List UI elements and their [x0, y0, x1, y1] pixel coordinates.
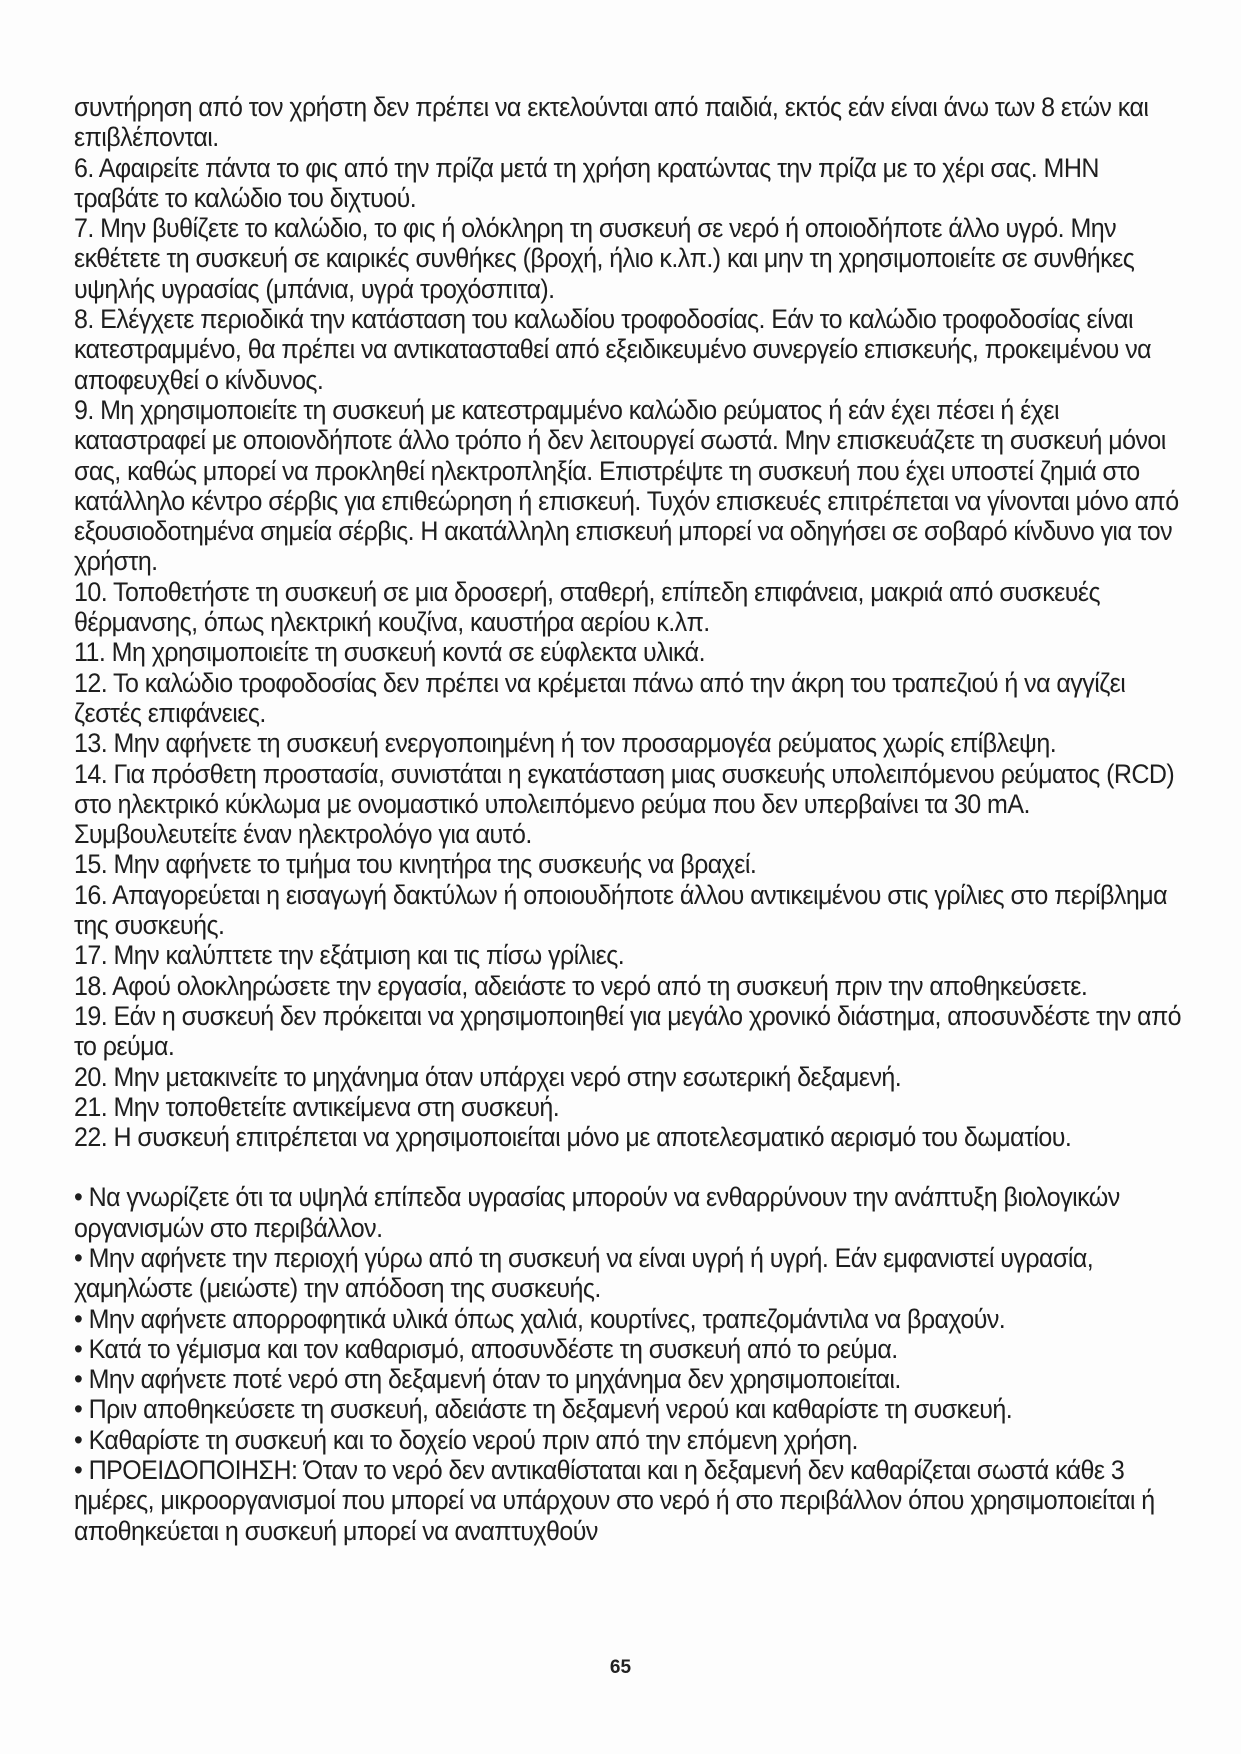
paragraph-item-21: 21. Μην τοποθετείτε αντικείμενα στη συσκευή.	[74, 1090, 560, 1122]
bullet-item: • Μην αφήνετε ποτέ νερό στη δεξαμενή όταν το μηχάνημα δεν χρησιμοποιείται.	[74, 1363, 901, 1395]
bullet-item: • Μην αφήνετε απορροφητικά υλικά όπως χαλιά, κουρτίνες, τραπεζομάντιλα να βραχούν.	[74, 1302, 1006, 1334]
paragraph-item-11: 11. Μη χρησιμοποιείτε τη συσκευή κοντά σε εύφλεκτα υλικά.	[74, 636, 705, 668]
paragraph-item-16: 16. Απαγορεύεται η εισαγωγή δακτύλων ή οποιουδήποτε άλλου αντικειμένου στις γρίλιες στο περίβλημα της συσκευής.	[74, 878, 1167, 941]
paragraph-continuation: συντήρηση από τον χρήστη δεν πρέπει να εκτελούνται από παιδιά, εκτός εάν είναι άνω των 8 ετών και επιβλέπονται.	[74, 91, 1149, 153]
page-number: 65	[609, 1657, 632, 1678]
paragraph-item-19: 19. Εάν η συσκευή δεν πρόκειται να χρησιμοποιηθεί για μεγάλο χρονικό διάστημα, αποσυνδέστε την από το ρεύμα.	[74, 999, 1182, 1062]
section-spacer	[74, 1152, 1186, 1182]
paragraph-item-14: 14. Για πρόσθετη προστασία, συνιστάται η εγκατάσταση μιας συσκευής υπολειπόμενου ρεύματος (RCD) στο ηλεκτρικό κύκλωμα με ονομαστικό υπολειπόμενο ρεύμα που δεν υπερβαίνει τα 30 mA. Συμβουλευτείτε έναν ηλεκτρολόγο για αυτό.	[74, 757, 1175, 850]
document-body	[74, 92, 1186, 1546]
paragraph-item-9: 9. Μη χρησιμοποιείτε τη συσκευή με κατεστραμμένο καλώδιο ρεύματος ή εάν έχει πέσει ή έχει καταστραφεί με οποιονδήποτε άλλο τρόπο ή δεν λειτουργεί σωστά. Μην επισκευάζετε τη συσκευή μόνοι σας, καθώς μπορεί να προκληθεί ηλεκτροπληξία. Επιστρέψτε τη συσκευή που έχει υποστεί ζημιά στο κατάλληλο κέντρο σέρβις για επιθεώρηση ή επισκευή. Τυχόν επισκευές επιτρέπεται να γίνονται μόνο από εξουσιοδοτημένα σημεία σέρβις. Η ακατάλληλη επισκευή μπορεί να οδηγήσει σε σοβαρό κίνδυνο για τον χρήστη.	[74, 393, 1179, 577]
paragraph-item-18: 18. Αφού ολοκληρώσετε την εργασία, αδειάστε το νερό από τη συσκευή πριν την αποθηκεύσετε.	[74, 969, 1088, 1001]
paragraph-item-8: 8. Ελέγχετε περιοδικά την κατάσταση του καλωδίου τροφοδοσίας. Εάν το καλώδιο τροφοδοσίας είναι κατεστραμμένο, θα πρέπει να αντικατασταθεί από εξειδικευμένο συνεργείο επισκευής, προκειμένου να αποφευχθεί ο κίνδυνος.	[74, 303, 1152, 395]
bullet-item: • Να γνωρίζετε ότι τα υψηλά επίπεδα υγρασίας μπορούν να ενθαρρύνουν την ανάπτυξη βιολογικών οργανισμών στο περιβάλλον.	[74, 1181, 1120, 1243]
paragraph-item-20: 20. Μην μετακινείτε το μηχάνημα όταν υπάρχει νερό στην εσωτερική δεξαμενή.	[74, 1060, 902, 1092]
paragraph-item-13: 13. Μην αφήνετε τη συσκευή ενεργοποιημένη ή τον προσαρμογέα ρεύματος χωρίς επίβλεψη.	[74, 727, 1057, 759]
paragraph-item-15: 15. Μην αφήνετε το τμήμα του κινητήρα της συσκευής να βραχεί.	[74, 848, 757, 880]
bullet-item: • Καθαρίστε τη συσκευή και το δοχείο νερού πριν από την επόμενη χρήση.	[74, 1423, 858, 1455]
paragraph-item-6: 6. Αφαιρείτε πάντα το φις από την πρίζα μετά τη χρήση κρατώντας την πρίζα με το χέρι σας. ΜΗΝ τραβάτε το καλώδιο του διχτυού.	[74, 151, 1099, 213]
paragraph-item-7: 7. Μην βυθίζετε το καλώδιο, το φις ή ολόκληρη τη συσκευή σε νερό ή οποιοδήποτε άλλο υγρό. Μην εκθέτετε τη συσκευή σε καιρικές συνθήκες (βροχή, ήλιο κ.λπ.) και μην τη χρησιμοποιείτε σε συνθήκες υψηλής υγρασίας (μπάνια, υγρά τροχόσπιτα).	[74, 212, 1135, 304]
bullet-item: • Πριν αποθηκεύσετε τη συσκευή, αδειάστε τη δεξαμενή νερού και καθαρίστε τη συσκευή.	[74, 1393, 1013, 1425]
paragraph-item-12: 12. Το καλώδιο τροφοδοσίας δεν πρέπει να κρέμεται πάνω από την άκρη του τραπεζιού ή να αγγίζει ζεστές επιφάνειες.	[74, 666, 1126, 728]
paragraph-item-10: 10. Τοποθετήστε τη συσκευή σε μια δροσερή, σταθερή, επίπεδη επιφάνεια, μακριά από συσκευές θέρμανσης, όπως ηλεκτρική κουζίνα, καυστήρα αερίου κ.λπ.	[74, 575, 1101, 638]
bullet-item: • Κατά το γέμισμα και τον καθαρισμό, αποσυνδέστε τη συσκευή από το ρεύμα.	[74, 1332, 898, 1364]
bullet-item-warning: • ΠΡΟΕΙΔΟΠΟΙΗΣΗ: Όταν το νερό δεν αντικαθίσταται και η δεξαμενή δεν καθαρίζεται σωστά κάθε 3 ημέρες, μικροοργανισμοί που μπορεί να υπάρχουν στο νερό ή στο περιβάλλον όπου χρησιμοποιείται ή αποθηκεύεται η συσκευή μπορεί να αναπτυχθούν	[74, 1454, 1155, 1546]
paragraph-item-22: 22. Η συσκευή επιτρέπεται να χρησιμοποιείται μόνο με αποτελεσματικό αερισμό του δωματίου.	[74, 1121, 1072, 1153]
bullet-item: • Μην αφήνετε την περιοχή γύρω από τη συσκευή να είναι υγρή ή υγρή. Εάν εμφανιστεί υγρασία, χαμηλώστε (μειώστε) την απόδοση της συσκευής.	[74, 1241, 1094, 1304]
paragraph-item-17: 17. Μην καλύπτετε την εξάτμιση και τις πίσω γρίλιες.	[74, 939, 625, 971]
